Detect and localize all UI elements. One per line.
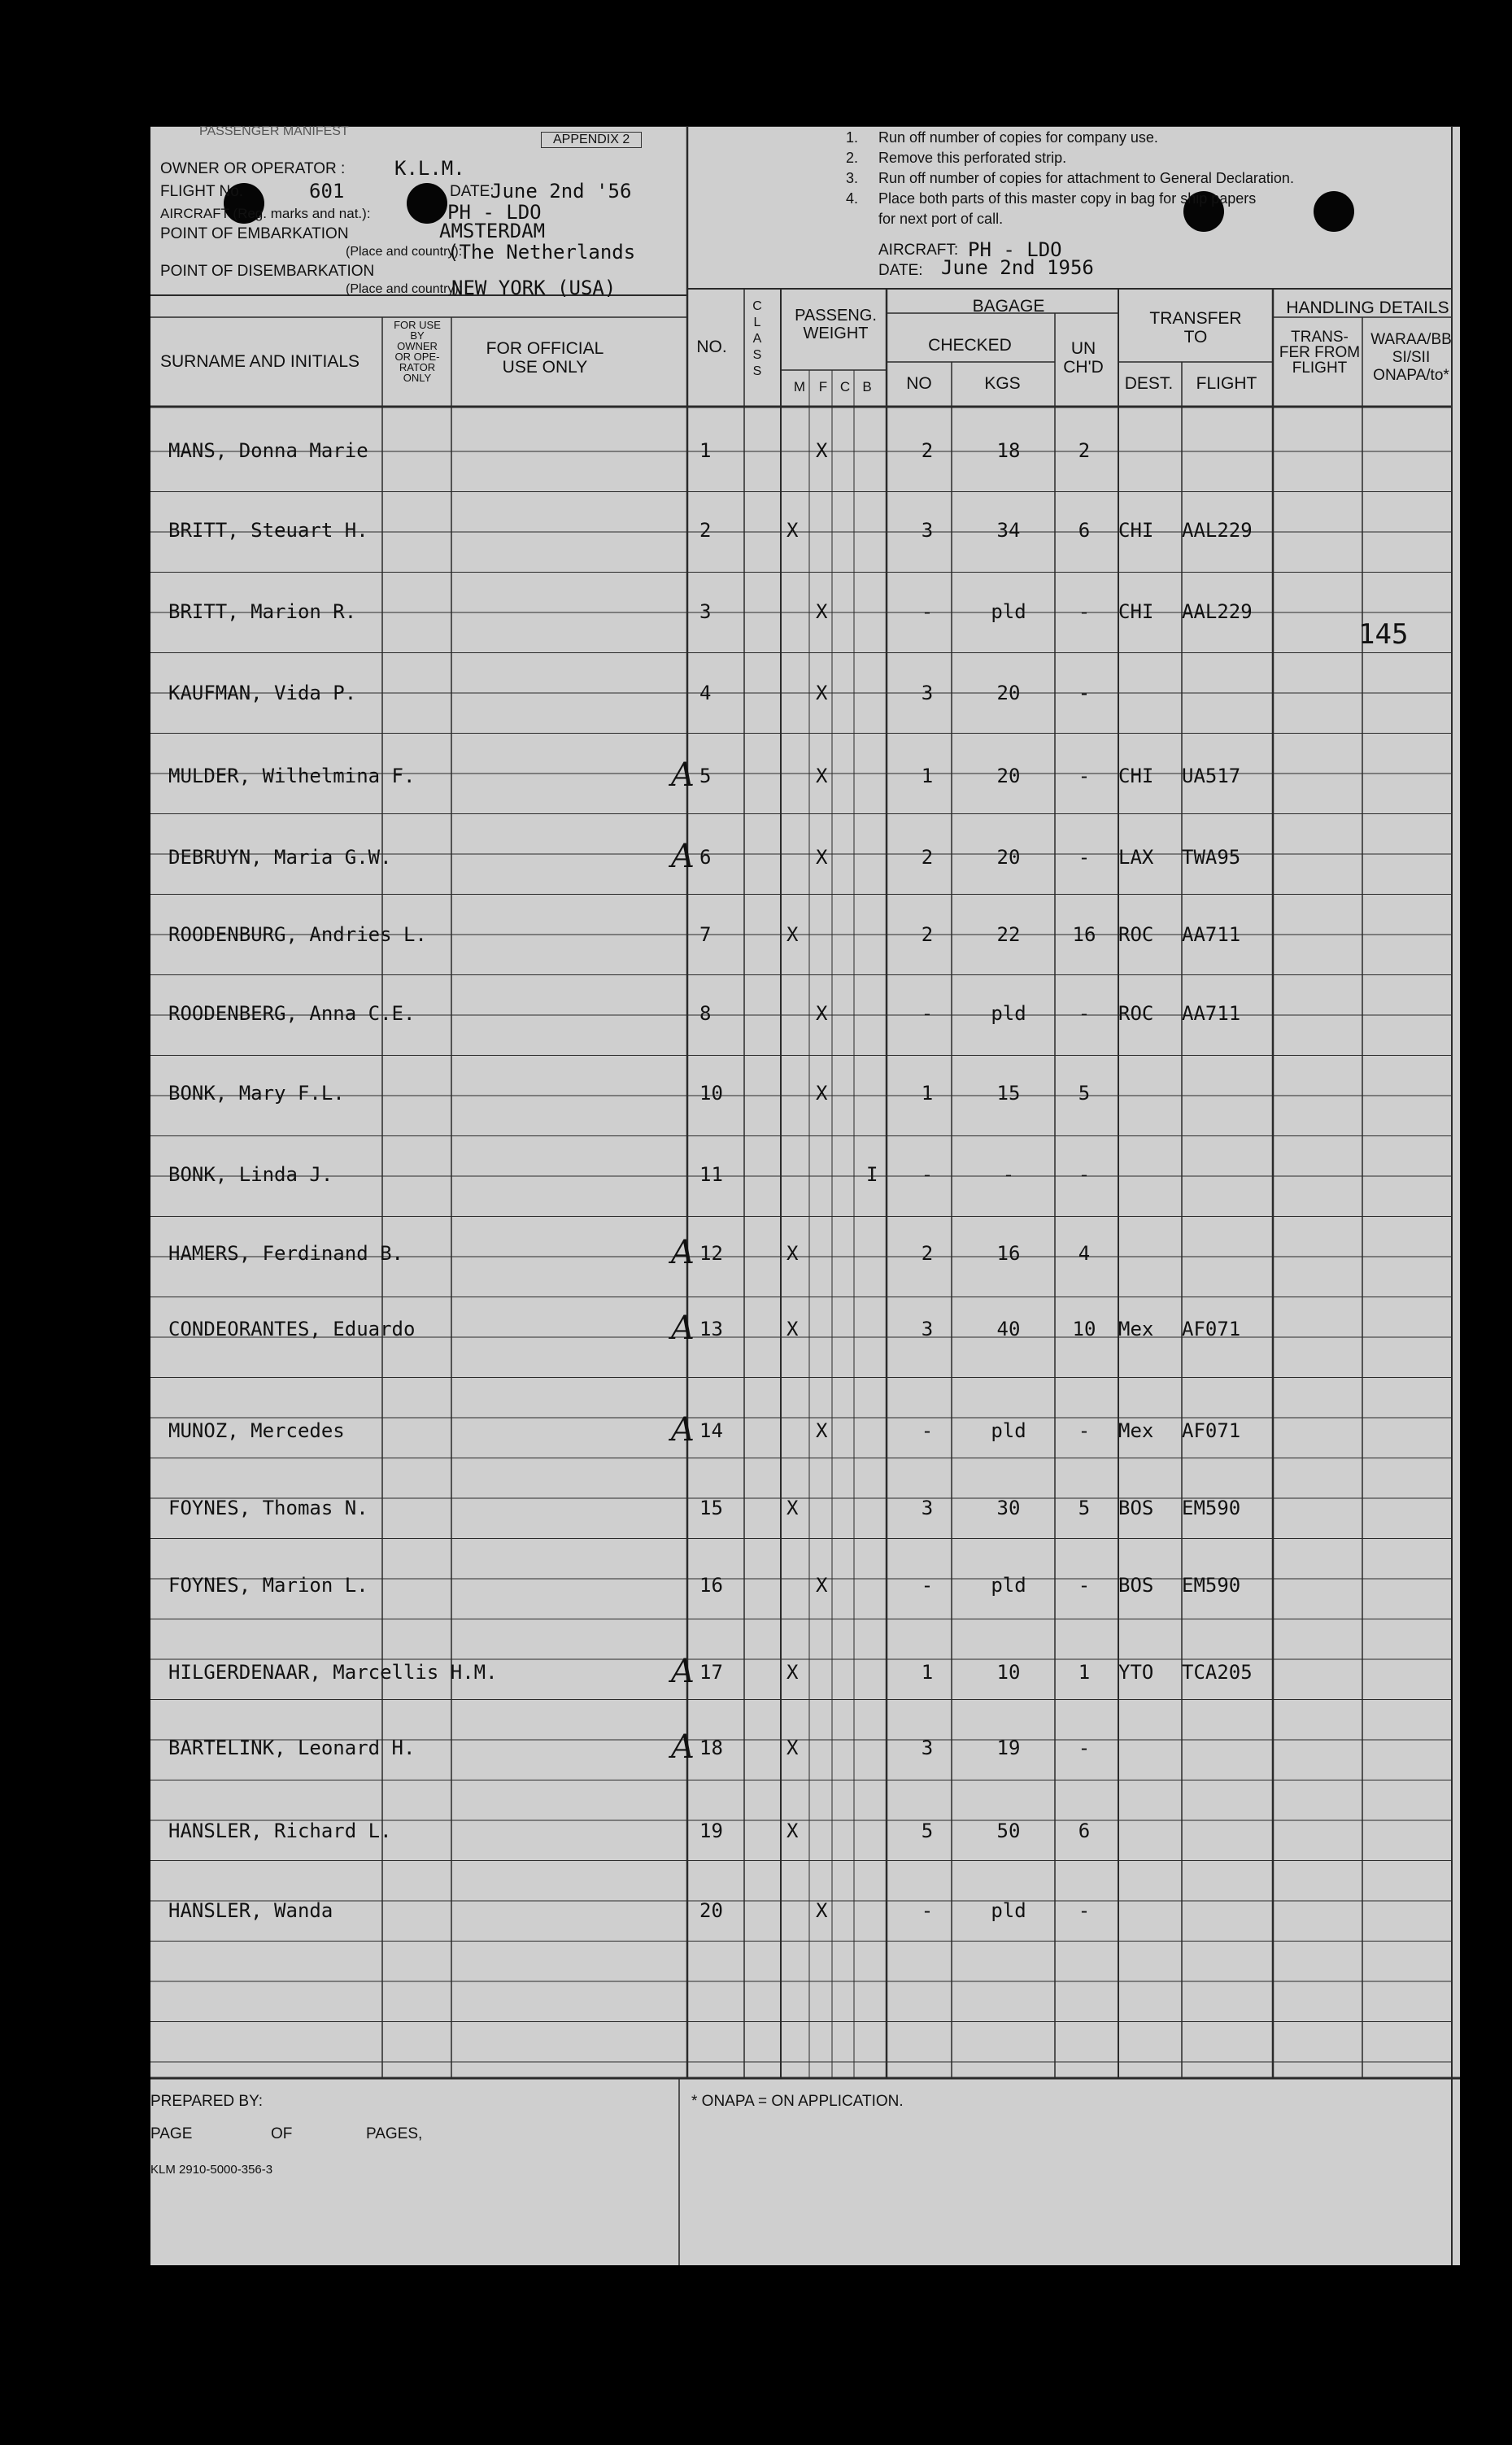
- class-mark: X: [787, 923, 799, 946]
- weight-f-mark: X: [816, 1082, 828, 1105]
- right-date-label: DATE:: [878, 262, 923, 279]
- bag-unchecked: 5: [1078, 1497, 1091, 1519]
- transfer-dest: CHI: [1118, 600, 1154, 623]
- form-number: KLM 2910-5000-356-3: [150, 2163, 273, 2177]
- col-kgs: KGS: [984, 374, 1021, 393]
- transfer-flight: AAL229: [1182, 600, 1253, 623]
- passenger-name: HILGERDENAAR, Marcellis H.M.: [168, 1661, 498, 1684]
- passenger-number: 19: [699, 1820, 723, 1842]
- transfer-dest: ROC: [1118, 1002, 1154, 1025]
- bag-kgs: 18: [996, 439, 1021, 462]
- passenger-number: 8: [699, 1002, 712, 1025]
- instruction-item: 2. Remove this perforated strip.: [846, 150, 1067, 166]
- transfer-flight: EM590: [1182, 1574, 1241, 1597]
- right-aircraft-value: PH - LDO: [968, 238, 1062, 261]
- bag-count: -: [921, 1574, 934, 1597]
- passenger-number: 4: [699, 682, 712, 704]
- bag-unchecked: -: [1078, 1899, 1091, 1922]
- weight-f-mark: X: [816, 682, 828, 704]
- transfer-flight: AAL229: [1182, 519, 1253, 542]
- bag-unchecked: 16: [1072, 923, 1096, 946]
- transfer-dest: BOS: [1118, 1574, 1154, 1597]
- transfer-dest: BOS: [1118, 1497, 1154, 1519]
- bag-unchecked: -: [1078, 1002, 1091, 1025]
- disembark-label: POINT OF DISEMBARKATION: [160, 263, 375, 280]
- punch-hole: [1314, 191, 1354, 232]
- passenger-number: 14: [699, 1419, 723, 1442]
- bag-unchecked: -: [1078, 1163, 1091, 1186]
- col-f: F: [818, 379, 828, 394]
- bag-kgs: 50: [996, 1820, 1021, 1842]
- col-flight: FLIGHT: [1196, 374, 1257, 393]
- passenger-name: BRITT, Marion R.: [168, 600, 357, 623]
- instruction-item: for next port of call.: [878, 211, 1004, 227]
- passenger-name: CONDEORANTES, Eduardo: [168, 1318, 416, 1340]
- handwritten-mark: A: [671, 1310, 695, 1347]
- bag-unchecked: -: [1078, 846, 1091, 869]
- bag-kgs: 20: [996, 682, 1021, 704]
- form-title: PASSENGER MANIFEST: [199, 124, 349, 138]
- col-dest: DEST.: [1124, 374, 1174, 393]
- passenger-name: ROODENBERG, Anna C.E.: [168, 1002, 416, 1025]
- right-date-value: June 2nd 1956: [941, 256, 1094, 279]
- handwritten-mark: A: [671, 1728, 695, 1766]
- transfer-flight: TWA95: [1182, 846, 1241, 869]
- passenger-number: 2: [699, 519, 712, 542]
- handwritten-mark: A: [671, 1411, 695, 1449]
- col-for-use: FOR USE BY OWNER OR OPE-RATOR ONLY: [394, 319, 441, 384]
- col-transfer: TRANSFER TO: [1149, 309, 1242, 347]
- bag-count: 2: [921, 923, 934, 946]
- weight-f-mark: X: [816, 846, 828, 869]
- passenger-name: BRITT, Steuart H.: [168, 519, 368, 542]
- col-no: NO.: [696, 338, 727, 356]
- bag-kgs: 15: [996, 1082, 1021, 1105]
- transfer-dest: CHI: [1118, 519, 1154, 542]
- passenger-name: KAUFMAN, Vida P.: [168, 682, 357, 704]
- col-checked: CHECKED: [928, 336, 1012, 355]
- handwritten-mark: A: [671, 1653, 695, 1690]
- col-class: CLASS: [752, 299, 762, 378]
- pages-label: PAGES,: [366, 2125, 423, 2142]
- bag-count: 3: [921, 1497, 934, 1519]
- prepared-by-label: PREPARED BY:: [150, 2093, 263, 2110]
- passenger-name: HANSLER, Wanda: [168, 1899, 333, 1922]
- owner-value: K.L.M.: [394, 157, 465, 180]
- onapa-note: * ONAPA = ON APPLICATION.: [691, 2093, 904, 2110]
- transfer-dest: LAX: [1118, 846, 1154, 869]
- flight-value: 601: [309, 180, 345, 203]
- passenger-number: 11: [699, 1163, 723, 1186]
- instruction-item: 3. Run off number of copies for attachment to General Declaration.: [846, 170, 1294, 186]
- passenger-number: 13: [699, 1318, 723, 1340]
- col-waraa: WARAA/BB SI/SII ONAPA/to*: [1370, 331, 1452, 384]
- col-official: FOR OFFICIAL USE ONLY: [486, 339, 604, 377]
- embark-label: POINT OF EMBARKATION: [160, 225, 349, 242]
- bag-unchecked: 2: [1078, 439, 1091, 462]
- passenger-number: 1: [699, 439, 712, 462]
- weight-b-mark: I: [866, 1163, 878, 1186]
- col-baggage: BAGAGE: [972, 297, 1045, 316]
- passenger-name: BONK, Linda J.: [168, 1163, 333, 1186]
- bag-unchecked: -: [1078, 1419, 1091, 1442]
- aircraft-label: AIRCRAFT (Reg. marks and nat.):: [160, 206, 371, 221]
- handwritten-mark: A: [671, 838, 695, 875]
- instructions-list: [846, 128, 1294, 229]
- bag-kgs: 10: [996, 1661, 1021, 1684]
- of-label: OF: [271, 2125, 293, 2142]
- passenger-number: 7: [699, 923, 712, 946]
- passenger-name: MANS, Donna Marie: [168, 439, 368, 462]
- bag-kgs: pld: [991, 600, 1026, 623]
- bag-count: 5: [921, 1820, 934, 1842]
- passenger-name: HAMERS, Ferdinand B.: [168, 1242, 403, 1265]
- col-handling: HANDLING DETAILS: [1286, 299, 1449, 317]
- bag-count: 2: [921, 846, 934, 869]
- passenger-number: 18: [699, 1737, 723, 1759]
- passenger-number: 12: [699, 1242, 723, 1265]
- passenger-number: 6: [699, 846, 712, 869]
- transfer-flight: TCA205: [1182, 1661, 1253, 1684]
- passenger-name: BONK, Mary F.L.: [168, 1082, 345, 1105]
- bag-count: 3: [921, 1737, 934, 1759]
- transfer-dest: CHI: [1118, 765, 1154, 787]
- transfer-dest: Mex: [1118, 1419, 1154, 1442]
- transfer-flight: UA517: [1182, 765, 1241, 787]
- transfer-flight: AA711: [1182, 1002, 1241, 1025]
- passenger-number: 20: [699, 1899, 723, 1922]
- disembark-value: NEW YORK (USA): [451, 277, 617, 299]
- embark-value: AMSTERDAM: [439, 220, 546, 242]
- passenger-name: MULDER, Wilhelmina F.: [168, 765, 416, 787]
- bag-kgs: 30: [996, 1497, 1021, 1519]
- bag-count: 1: [921, 1082, 934, 1105]
- class-mark: X: [787, 1737, 799, 1759]
- bag-kgs: 20: [996, 846, 1021, 869]
- page-number: 145: [1358, 618, 1409, 651]
- bag-kgs: pld: [991, 1419, 1026, 1442]
- bag-kgs: pld: [991, 1002, 1026, 1025]
- bag-unchecked: 1: [1078, 1661, 1091, 1684]
- transfer-dest: YTO: [1118, 1661, 1154, 1684]
- col-m: M: [793, 379, 806, 394]
- bag-unchecked: -: [1078, 682, 1091, 704]
- bag-kgs: 22: [996, 923, 1021, 946]
- passenger-name: ROODENBURG, Andries L.: [168, 923, 427, 946]
- bag-unchecked: -: [1078, 765, 1091, 787]
- transfer-flight: AF071: [1182, 1318, 1241, 1340]
- appendix-label: APPENDIX 2: [541, 132, 642, 148]
- col-unchecked: UN CH'D: [1063, 339, 1104, 377]
- date-label: DATE:: [450, 183, 495, 200]
- bag-count: 1: [921, 1661, 934, 1684]
- bag-count: 3: [921, 1318, 934, 1340]
- col-surname: SURNAME AND INITIALS: [160, 352, 360, 371]
- bag-unchecked: -: [1078, 1574, 1091, 1597]
- date-value: June 2nd '56: [490, 180, 632, 203]
- passenger-name: FOYNES, Marion L.: [168, 1574, 368, 1597]
- bag-count: -: [921, 1419, 934, 1442]
- class-mark: X: [787, 1242, 799, 1265]
- bag-kgs: 19: [996, 1737, 1021, 1759]
- passenger-name: BARTELINK, Leonard H.: [168, 1737, 416, 1759]
- instruction-item: 4. Place both parts of this master copy in bag for ship papers: [846, 190, 1257, 207]
- weight-f-mark: X: [816, 439, 828, 462]
- punch-hole: [407, 183, 447, 224]
- passenger-number: 15: [699, 1497, 723, 1519]
- bag-unchecked: 6: [1078, 519, 1091, 542]
- bag-kgs: pld: [991, 1574, 1026, 1597]
- passenger-number: 3: [699, 600, 712, 623]
- bag-unchecked: 10: [1072, 1318, 1096, 1340]
- manifest-sheet: [150, 126, 1460, 2265]
- disembark-sub: (Place and country):: [346, 282, 463, 296]
- weight-f-mark: X: [816, 1419, 828, 1442]
- embark-country: (The Netherlands: [447, 241, 636, 264]
- weight-f-mark: X: [816, 1574, 828, 1597]
- weight-f-mark: X: [816, 765, 828, 787]
- bag-kgs: pld: [991, 1899, 1026, 1922]
- class-mark: X: [787, 1820, 799, 1842]
- bag-count: 3: [921, 519, 934, 542]
- bag-kgs: 16: [996, 1242, 1021, 1265]
- transfer-flight: AA711: [1182, 923, 1241, 946]
- col-bag-no: NO: [906, 374, 932, 393]
- weight-f-mark: X: [816, 1002, 828, 1025]
- bag-count: -: [921, 1163, 934, 1186]
- bag-unchecked: 6: [1078, 1820, 1091, 1842]
- bag-unchecked: 5: [1078, 1082, 1091, 1105]
- bag-unchecked: -: [1078, 600, 1091, 623]
- bag-count: -: [921, 1899, 934, 1922]
- passenger-name: DEBRUYN, Maria G.W.: [168, 846, 392, 869]
- handwritten-mark: A: [671, 756, 695, 794]
- bag-count: -: [921, 600, 934, 623]
- col-transfer-from: TRANS-FER FROM FLIGHT: [1279, 329, 1361, 377]
- transfer-flight: EM590: [1182, 1497, 1241, 1519]
- right-aircraft-label: AIRCRAFT:: [878, 242, 959, 259]
- class-mark: X: [787, 1661, 799, 1684]
- weight-f-mark: X: [816, 600, 828, 623]
- transfer-flight: AF071: [1182, 1419, 1241, 1442]
- bag-unchecked: 4: [1078, 1242, 1091, 1265]
- class-mark: X: [787, 1318, 799, 1340]
- bag-count: 2: [921, 439, 934, 462]
- bag-kgs: 34: [996, 519, 1021, 542]
- bag-count: 1: [921, 765, 934, 787]
- bag-count: 2: [921, 1242, 934, 1265]
- col-passenger-weight: PASSENG. WEIGHT: [795, 307, 877, 342]
- aircraft-value: PH - LDO: [447, 201, 542, 224]
- handwritten-mark: A: [671, 1234, 695, 1271]
- embark-sub: (Place and country):: [346, 245, 463, 259]
- bag-count: 3: [921, 682, 934, 704]
- bag-kgs: -: [1002, 1163, 1015, 1186]
- bag-kgs: 20: [996, 765, 1021, 787]
- flight-label: FLIGHT No.: [160, 183, 244, 200]
- transfer-dest: ROC: [1118, 923, 1154, 946]
- passenger-name: HANSLER, Richard L.: [168, 1820, 392, 1842]
- passenger-number: 5: [699, 765, 712, 787]
- instruction-item: 1. Run off number of copies for company use.: [846, 129, 1158, 146]
- passenger-name: MUNOZ, Mercedes: [168, 1419, 345, 1442]
- weight-f-mark: X: [816, 1899, 828, 1922]
- bag-count: -: [921, 1002, 934, 1025]
- col-b: B: [862, 379, 872, 394]
- class-mark: X: [787, 519, 799, 542]
- passenger-name: FOYNES, Thomas N.: [168, 1497, 368, 1519]
- bag-kgs: 40: [996, 1318, 1021, 1340]
- bag-unchecked: -: [1078, 1737, 1091, 1759]
- passenger-number: 17: [699, 1661, 723, 1684]
- class-mark: X: [787, 1497, 799, 1519]
- transfer-dest: Mex: [1118, 1318, 1154, 1340]
- col-c: C: [839, 379, 851, 394]
- passenger-number: 10: [699, 1082, 723, 1105]
- passenger-number: 16: [699, 1574, 723, 1597]
- page-label: PAGE: [150, 2125, 193, 2142]
- owner-label: OWNER OR OPERATOR :: [160, 160, 346, 177]
